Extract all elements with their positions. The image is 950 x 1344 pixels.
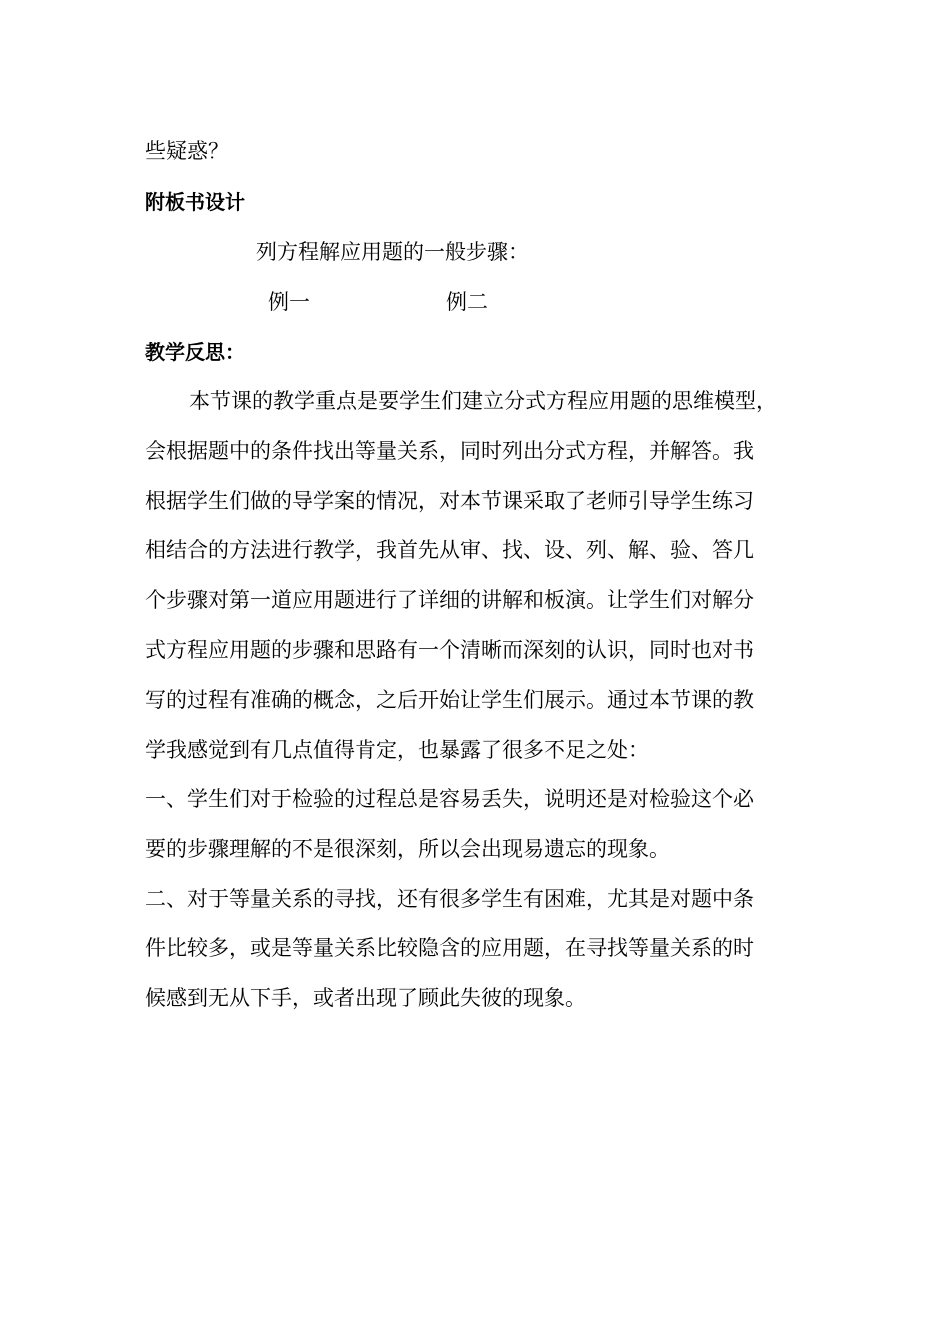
board-design-heading: 附板书设计 [145,190,245,214]
reflection-paragraph-line: 式方程应用题的步骤和思路有一个清晰而深刻的认识，同时也对书 [145,638,754,662]
steps-title: 列方程解应用题的一般步骤： [256,240,529,264]
reflection-heading: 教学反思： [145,340,245,364]
point-two-line: 候感到无从下手，或者出现了顾此失彼的现象。 [145,986,586,1010]
reflection-paragraph-line: 写的过程有准确的概念，之后开始让学生们展示。通过本节课的教 [145,688,754,712]
reflection-paragraph-line: 个步骤对第一道应用题进行了详细的讲解和板演。让学生们对解分 [145,588,754,612]
reflection-paragraph-line: 学我感觉到有几点值得肯定，也暴露了很多不足之处： [145,738,649,762]
example-one-label: 例一 [268,290,310,314]
point-two-line: 二、对于等量关系的寻找，还有很多学生有困难，尤其是对题中条 [145,887,754,911]
reflection-paragraph-line: 相结合的方法进行教学，我首先从审、找、设、列、解、验、答几 [145,538,754,562]
point-one-line: 要的步骤理解的不是很深刻，所以会出现易遗忘的现象。 [145,837,670,861]
point-one-line: 一、学生们对于检验的过程总是容易丢失，说明还是对检验这个必 [145,787,754,811]
reflection-paragraph-line: 本节课的教学重点是要学生们建立分式方程应用题的思维模型， [189,389,777,413]
intro-continuation: 些疑惑？ [145,139,229,163]
point-two-line: 件比较多，或是等量关系比较隐含的应用题，在寻找等量关系的时 [145,936,754,960]
reflection-paragraph-line: 根据学生们做的导学案的情况，对本节课采取了老师引导学生练习 [145,489,754,513]
example-two-label: 例二 [446,290,488,314]
reflection-paragraph-line: 会根据题中的条件找出等量关系，同时列出分式方程，并解答。我 [145,439,754,463]
